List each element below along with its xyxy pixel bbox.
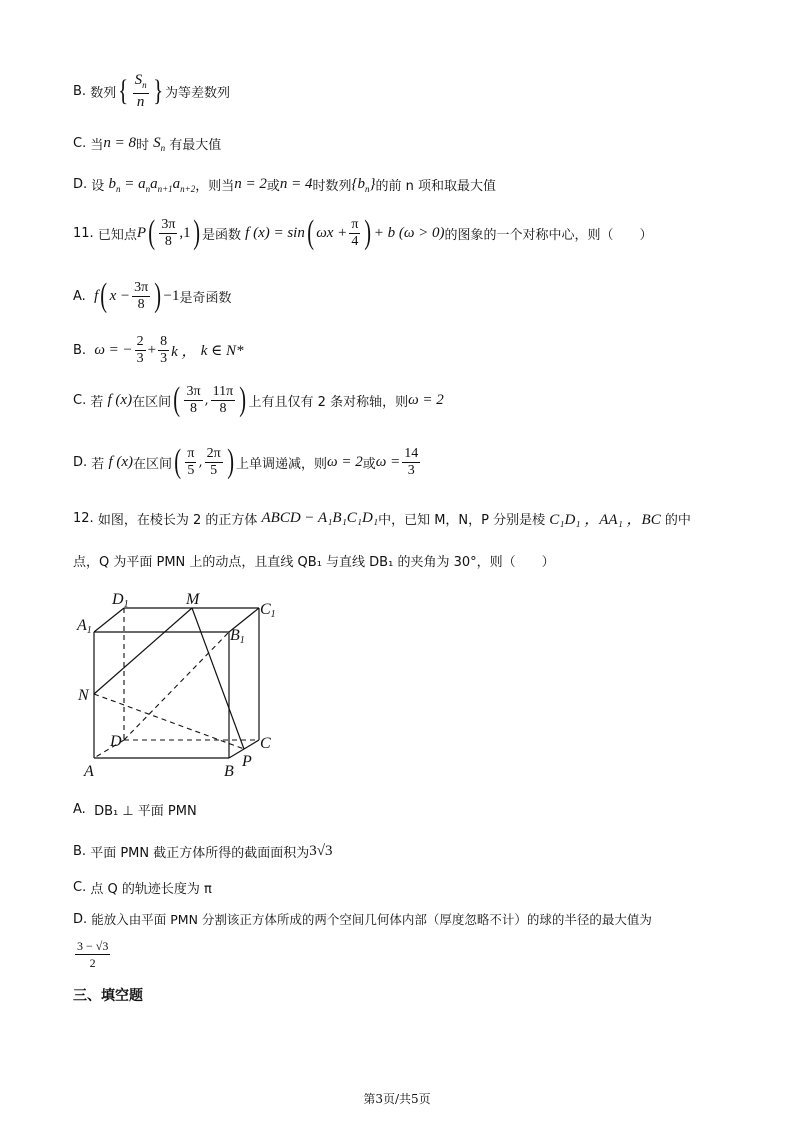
answer: ω = 2 [327,453,363,470]
option-text: 或 [362,456,376,472]
fraction [205,446,223,479]
label-p: P [242,753,252,770]
option-text: 为等差数列 [165,85,231,101]
frac-den: 4 [351,233,359,249]
q12-stem-line2 [73,551,555,570]
edges: C₁D₁ ，AA₁ ，BC [549,512,661,528]
frac-den: 3 [160,351,168,366]
math-term: + [147,342,157,358]
frac-num: 11π [212,383,234,399]
stem-text: 已知点 [97,227,137,243]
label-d1: D1 [112,591,129,610]
subscript: n [160,142,166,153]
option-text: 平面 PMN 截正方体所得的截面面积为 [90,846,310,861]
option-label: C. [73,880,87,895]
label-a: A [84,763,94,780]
q12-option-c [73,878,212,897]
option-text: 在区间 [133,456,173,472]
label-c: C [260,735,271,752]
option-text: 若 [91,456,105,472]
function-arg: ωx + [316,224,348,241]
frac-num: π [187,445,195,461]
function: f (x) [108,453,134,470]
frac-den: 8 [189,400,197,416]
option-label: A. [73,288,86,304]
q11-option-b [73,334,243,367]
frac-den: 5 [210,462,218,478]
frac-den: 3 [407,462,415,478]
frac-num: 14 [404,445,419,461]
frac-num: π [351,216,359,232]
subscript: n [142,80,147,90]
option-text: 的前 n 项和取最大值 [375,179,497,194]
fraction [159,217,177,250]
fraction [185,446,196,479]
option-label: B. [73,343,87,358]
answer: 3√3 [309,843,333,859]
stem-text: 点，Q 为平面 PMN 上的动点，且直线 QB₁ 与直线 DB₁ 的夹角为 30°，则（ ） [73,555,555,570]
fraction [184,384,202,417]
frac-num: 3 − √3 [77,939,109,953]
right-paren: ) [226,443,234,480]
var: b [108,175,116,192]
stem-text: 的图象的一个对称中心，则（ ） [444,227,653,243]
label-b: B [224,763,234,780]
option-label: C. [73,392,87,408]
option-label: B. [73,844,87,859]
option-text: 时数列 [312,179,352,194]
q11-option-d: D. 若 f (x) 在区间 ( $\frac{\pi}{5}$ , $\frac{2\pi}{5}$ ) 上单调递减，则 ω = 2 或 ω = $\frac{14}{3}$ [73,443,419,480]
fraction [402,446,420,479]
option-text: DB₁ ⊥ 平面 PMN [94,804,197,819]
math-term: −1 [163,287,180,304]
frac-den: 8 [219,400,227,416]
cube-figure [74,588,284,780]
option-text: 是奇函数 [179,290,232,306]
edge-a1d1 [94,608,124,632]
q10-option-c [73,134,221,153]
math-term: k ∈ N* [200,343,244,359]
label-n: N [78,687,89,704]
coordinate: ,1 [179,224,191,241]
frac-num: 2 [136,334,144,349]
fraction [349,217,360,250]
right-paren: ) [364,214,372,251]
condition: n = 8 [103,135,136,151]
right-brace: } [152,74,163,107]
option-text: 在区间 [132,394,172,410]
option-text: ，则当 [195,179,235,194]
frac-den: 2 [89,956,96,970]
function-rest: + b (ω > 0) [373,224,445,241]
stem-text: 中，已知 M，N，P 分别是棱 [378,513,546,528]
answer: ω = [375,453,401,470]
frac-den: n [136,94,145,110]
var: b [357,175,366,192]
subscript: n [115,183,121,194]
q10-option-d [73,175,496,194]
option-label: D. [73,911,88,927]
rhs: = a [124,175,146,192]
answer: ω = 2 [408,391,444,408]
left-paren: ( [173,381,181,418]
q10-option-b [73,72,230,110]
stem-text: 是函数 [202,227,242,243]
option-text: 设 [91,179,105,194]
q12-stem-line1 [73,508,691,529]
condition: n = 2 [234,176,267,192]
function-arg: x − [109,287,131,304]
option-text: 上有且仅有 2 条对称轴，则 [248,394,409,410]
right-paren: ) [239,381,247,418]
fraction [132,280,150,313]
fraction [211,384,236,417]
frac-num: 2π [206,445,221,461]
cube-name: ABCD − A₁B₁C₁D₁ [261,510,379,526]
q11-option-c: C. 若 f (x) 在区间 ( $\frac{3\pi}{8}$ , $\frac{11\pi}{8}$ ) 上有且仅有 2 条对称轴，则 ω = 2 [73,381,444,418]
q11-stem [73,216,653,250]
option-text: 当 [90,138,104,153]
function: f (x) = sin [245,224,305,241]
page-footer: 第3页/共5页 [363,1092,431,1106]
line-db1 [124,632,229,740]
left-paren: ( [174,443,182,480]
math-term: k ， [171,344,197,360]
label-m: M [186,591,200,608]
stem-text: 的中 [664,513,691,528]
fraction [158,334,169,367]
left-paren: ( [148,214,156,251]
question-number: 12. [73,511,94,526]
sequence: $\{b_n\}$ [351,175,376,194]
section-heading: 三、填空题 [73,988,143,1004]
fraction [133,72,149,110]
variable [153,135,165,153]
left-brace: { [118,74,129,107]
option-label: A. [73,802,86,817]
option-label: D. [73,454,88,470]
label-c1: C1 [260,601,276,620]
frac-num: 3π [161,216,176,232]
right-paren: ) [154,277,162,314]
right-paren: ) [192,214,200,251]
stem-text: 如图，在棱长为 2 的正方体 [97,513,258,528]
frac-num: 3π [134,279,149,295]
q12-option-b [73,842,332,861]
option-label: B. [73,83,87,99]
condition: n = 4 [279,176,313,192]
var: S [153,134,161,151]
option-text: 或 [266,179,280,194]
q11-option-a [73,279,231,313]
option-text: 数列 [90,85,117,101]
question-number: 11. [73,225,94,241]
q12-option-d [73,910,652,928]
math-term: ω = − [94,342,133,358]
frac-den: 8 [137,296,145,312]
frac-num: 3π [186,383,201,399]
option-text: 时 [136,138,150,153]
function: f [94,287,99,304]
option-text: 有最大值 [169,138,222,153]
option-label: D. [73,177,88,192]
frac-num: 8 [160,334,168,349]
frac-num: S [134,72,143,88]
q12-option-a [73,800,197,819]
q12-option-d-answer [73,938,112,971]
label-d: D [110,733,122,750]
label-a1: A1 [77,617,92,636]
fraction [75,938,110,971]
left-paren: ( [100,277,108,314]
option-text: 上单调递减，则 [236,456,328,472]
label-b1: B1 [230,627,245,646]
point: P [136,224,147,241]
left-paren: ( [307,214,314,251]
frac-den: 3 [136,351,144,366]
option-text: 点 Q 的轨迹长度为 π [90,882,212,897]
frac-den: 8 [164,233,172,249]
option-text: 若 [90,394,104,410]
option-text: 能放入由平面 PMN 分割该正方体所成的两个空间几何体内部（厚度忽略不计）的球的半径的最大值为 [91,912,652,927]
option-label: C. [73,136,87,151]
frac-den: 5 [187,462,195,478]
fraction [135,334,146,367]
formula: $b_n = a_na_{n+1}a_{n+2}$ [108,175,196,194]
function: f (x) [107,391,133,408]
